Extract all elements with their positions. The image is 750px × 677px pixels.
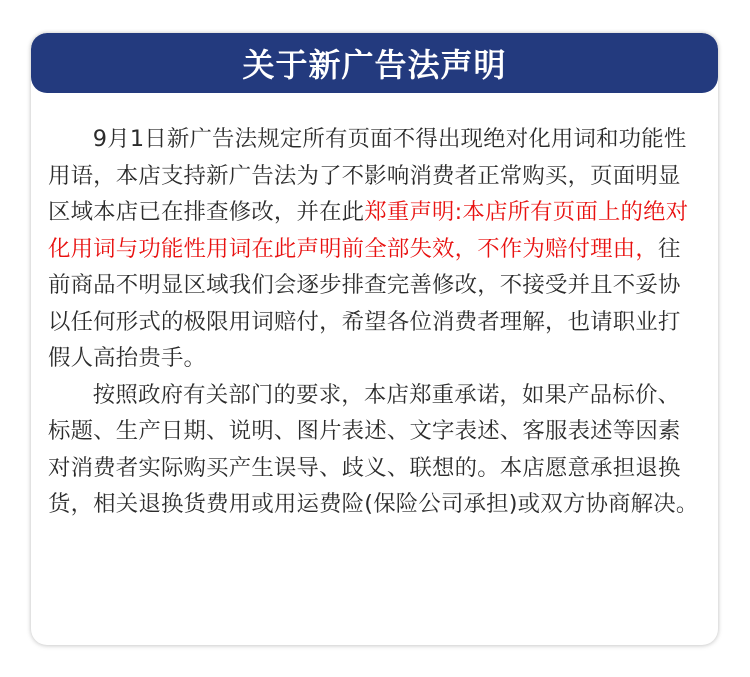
paragraph-1-highlight: 郑重声明:本店所有页面上的绝对化用词与功能性用词在此声明前全部失效，不作为赔付理由， (48, 199, 689, 262)
notice-card (31, 33, 718, 645)
page-title: 关于新广告法声明 (242, 46, 507, 84)
paragraph-2-text: 按照政府有关部门的要求，本店郑重承诺，如果产品标价、标题、生产日期、说明、图片表述、文字表述、客服表述等因素对消费者实际购买产生误导、歧义、联想的。本店愿意承担退换货，相关退换货费用或用运费险(保险公司承担)或双方协商解决。 (48, 381, 699, 517)
notice-body (48, 121, 700, 523)
paragraph-1-text-b: 往前商品不明显区域我们会逐步排查完善修改，不接受并且不妥协以任何形式的极限用词赔付，希望各位消费者理解，也请职业打假人高抬贵手。 (48, 235, 681, 371)
notice-header (31, 33, 718, 93)
paragraph-1 (48, 121, 700, 377)
paragraph-1-text-a: 9月1日新广告法规定所有页面不得出现绝对化用词和功能性用语，本店支持新广告法为了不影响消费者正常购买，页面明显区域本店已在排查修改，并在此 (48, 126, 687, 225)
paragraph-2 (48, 377, 700, 523)
